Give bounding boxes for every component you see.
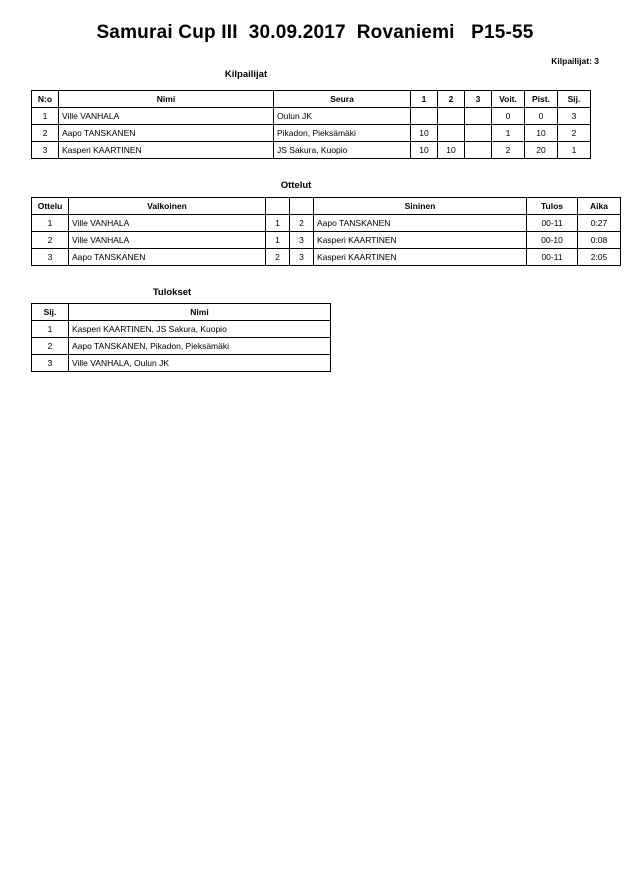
cell-points: 20 [525,142,558,159]
matches-table [31,197,621,266]
cell-m2 [438,125,465,142]
col-header-name: Nimi [69,304,331,321]
col-header-rank: Sij. [558,91,591,108]
participants-count-badge: Kilpailijat: 3 [551,56,599,66]
cell-no: 1 [32,108,59,125]
col-header-white-no [266,198,290,215]
cell-no: 2 [32,125,59,142]
cell-match: 1 [32,215,69,232]
cell-match: 2 [32,232,69,249]
cell-points: 10 [525,125,558,142]
cell-rank: 1 [32,321,69,338]
table-row [32,215,621,232]
cell-name: Kasperi KAARTINEN [59,142,274,159]
cell-club: JS Sakura, Kuopio [274,142,411,159]
participants-table [31,90,591,159]
results-table [31,303,331,372]
matches-section-heading: Ottelut [280,180,312,191]
col-header-blue-no [290,198,314,215]
cell-time: 0:08 [578,232,621,249]
table-row [32,108,591,125]
cell-m1 [411,108,438,125]
cell-rank: 3 [32,355,69,372]
cell-m3 [465,142,492,159]
cell-no: 3 [32,142,59,159]
cell-blue: Kasperi KAARTINEN [314,249,527,266]
cell-white: Ville VANHALA [69,215,266,232]
cell-name: Ville VANHALA [59,108,274,125]
cell-m1: 10 [411,142,438,159]
cell-blue: Aapo TANSKANEN [314,215,527,232]
col-header-white: Valkoinen [69,198,266,215]
cell-m1: 10 [411,125,438,142]
col-header-no: N:o [32,91,59,108]
col-header-m3: 3 [465,91,492,108]
table-row [32,249,621,266]
cell-time: 2:05 [578,249,621,266]
cell-result: 00-10 [527,232,578,249]
col-header-rank: Sij. [32,304,69,321]
col-header-wins: Voit. [492,91,525,108]
col-header-points: Pist. [525,91,558,108]
cell-wins: 1 [492,125,525,142]
col-header-match: Ottelu [32,198,69,215]
cell-blue-no: 3 [290,249,314,266]
table-header-row [32,304,331,321]
cell-blue-no: 2 [290,215,314,232]
cell-rank: 1 [558,142,591,159]
results-section-heading: Tulokset [152,287,192,298]
cell-name: Ville VANHALA, Oulun JK [69,355,331,372]
col-header-result: Tulos [527,198,578,215]
cell-m3 [465,125,492,142]
cell-blue: Kasperi KAARTINEN [314,232,527,249]
table-row [32,321,331,338]
matches-table-wrapper [31,197,621,266]
cell-wins: 0 [492,108,525,125]
cell-m2: 10 [438,142,465,159]
cell-name: Aapo TANSKANEN, Pikadon, Pieksämäki [69,338,331,355]
cell-rank: 3 [558,108,591,125]
cell-white: Aapo TANSKANEN [69,249,266,266]
participants-section-heading: Kilpailijat [224,69,268,80]
col-header-blue: Sininen [314,198,527,215]
results-table-wrapper [31,303,331,372]
col-header-m2: 2 [438,91,465,108]
table-row [32,232,621,249]
cell-points: 0 [525,108,558,125]
cell-rank: 2 [558,125,591,142]
col-header-club: Seura [274,91,411,108]
cell-rank: 2 [32,338,69,355]
cell-blue-no: 3 [290,232,314,249]
col-header-name: Nimi [59,91,274,108]
cell-result: 00-11 [527,215,578,232]
table-row [32,125,591,142]
participants-table-wrapper [31,90,591,159]
cell-white-no: 1 [266,215,290,232]
cell-match: 3 [32,249,69,266]
table-row [32,338,331,355]
table-row [32,355,331,372]
cell-name: Kasperi KAARTINEN, JS Sakura, Kuopio [69,321,331,338]
cell-result: 00-11 [527,249,578,266]
cell-m2 [438,108,465,125]
cell-white: Ville VANHALA [69,232,266,249]
cell-wins: 2 [492,142,525,159]
cell-white-no: 1 [266,232,290,249]
table-header-row [32,91,591,108]
table-header-row [32,198,621,215]
cell-time: 0:27 [578,215,621,232]
cell-club: Oulun JK [274,108,411,125]
cell-club: Pikadon, Pieksämäki [274,125,411,142]
cell-white-no: 2 [266,249,290,266]
cell-m3 [465,108,492,125]
cell-name: Aapo TANSKANEN [59,125,274,142]
col-header-m1: 1 [411,91,438,108]
col-header-time: Aika [578,198,621,215]
page-title: Samurai Cup III 30.09.2017 Rovaniemi P15-55 [96,22,534,43]
table-row [32,142,591,159]
